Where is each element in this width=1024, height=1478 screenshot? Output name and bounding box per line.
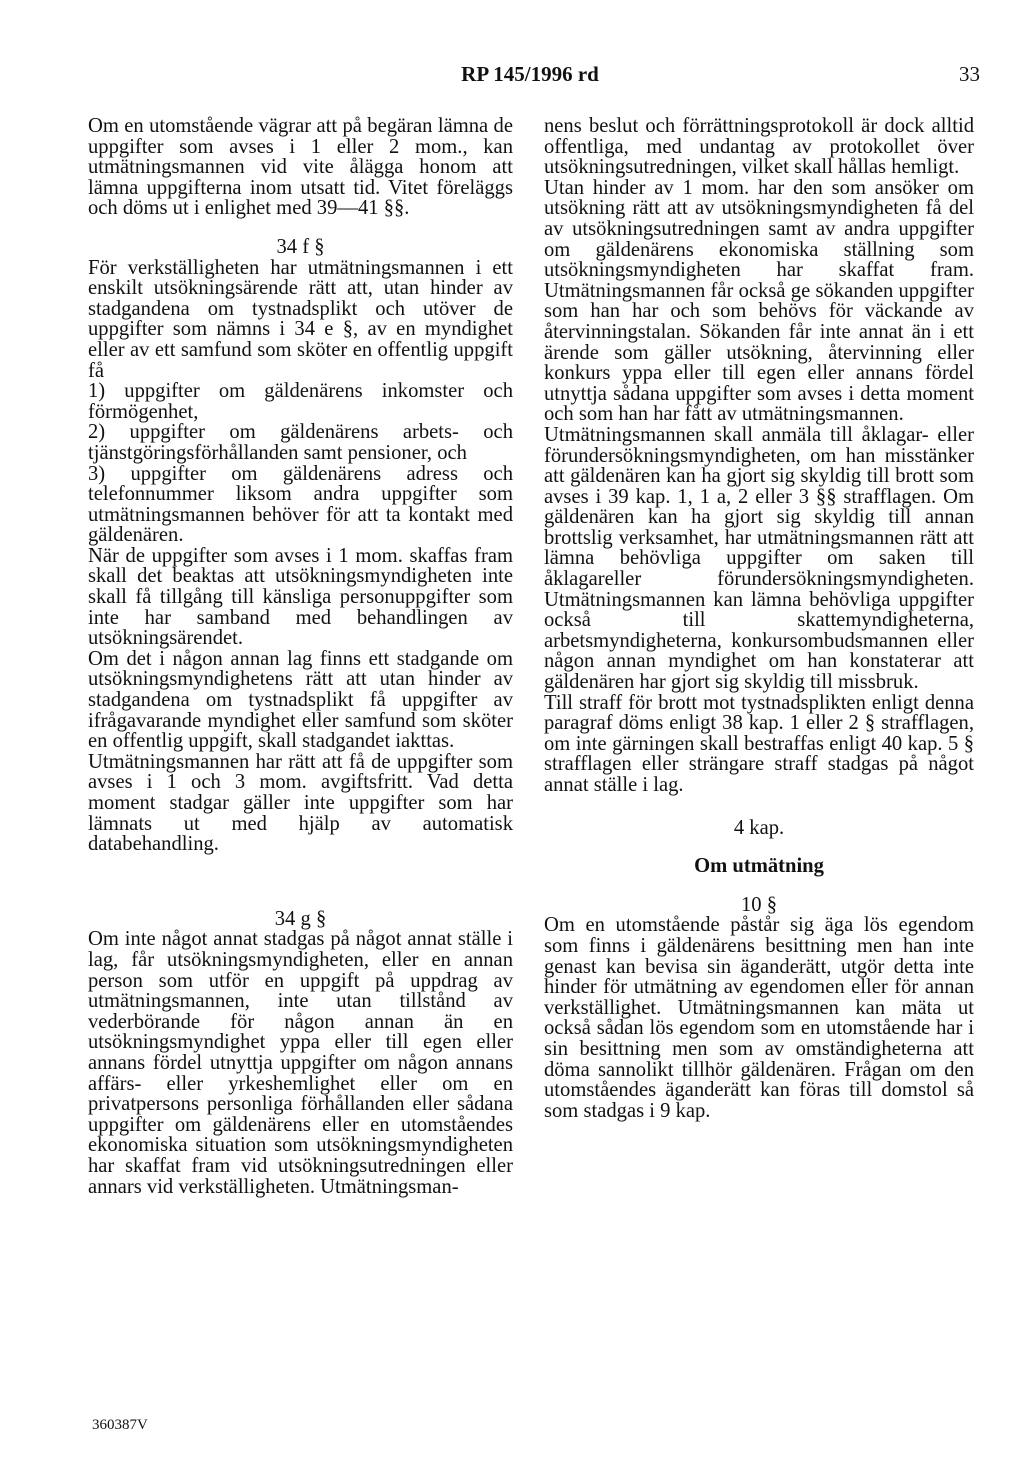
chapter-number: 4 kap. — [733, 816, 785, 839]
list-item: 3) uppgifter om gäldenärens adress och telefonnummer liksom andra uppgifter som utmätningsmannen behöver för att ta kontakt med gäldenären. — [88, 462, 513, 547]
paragraph: När de uppgifter som avses i 1 mom. skaffas fram skall det beaktas att utsökningsmyndigheten inte skall få tillgång till känsliga personuppgifter som inte har samband med behandlingen av utsökningsärendet. — [88, 544, 513, 650]
document-title: RP 145/1996 rd — [461, 62, 599, 86]
section-heading-34g: 34 g § — [274, 907, 327, 930]
section-heading-10: 10 § — [740, 893, 778, 916]
paragraph: nens beslut och förrättningsprotokoll är dock alltid offentliga, med undantag av protokollet över utsökningsutredningen, vilket skall hållas hemligt. — [544, 115, 974, 179]
list-item: 2) uppgifter om gäldenärens arbets- och tjänstgöringsförhållanden samt pensioner, och — [88, 421, 513, 464]
paragraph: Utan hinder av 1 mom. har den som ansöker om utsökning rätt att av utsökningsmyndigheten få del av utsökningsutredningen samt av andra uppgifter om gäldenärens ekonomiska ställning som utsökningsmyndigheten har skaffat fram. Utmätningsmannen får också ge sökanden uppgifter som han har och som behövs för väckande av återvinningstalan. Sökanden får inte annat än i ett ärende som gäller utsökning, återvinning eller konkurs yppa eller till egen eller annans fördel utnyttja sådana uppgifter som avses i detta moment och som han har fått av utmätningsmannen. — [544, 176, 974, 426]
paragraph: Utmätningsmannen har rätt att få de uppgifter som avses i 1 och 3 mom. avgiftsfritt. Vad detta moment stadgar gäller inte uppgifter som har lämnats ut med hjälp av automatisk databehandling. — [88, 750, 513, 856]
left-column — [88, 116, 513, 1197]
paragraph: Om en utomstående påstår sig äga lös egendom som finns i gäldenärens besittning men han inte genast kan bevisa sin äganderätt, utgör detta inte hinder för utmätning av egendomen eller för annan verkställighet. Utmätningsmannen kan mäta ut också sådan lös egendom som en utomstående har i sin besittning men som av omständigheterna att döma sannolikt tillhör gäldenären. Frågan om den utomståendes äganderätt kan föras till domstol så som stadgas i 9 kap. — [544, 914, 974, 1122]
paragraph: Om inte något annat stadgas på något annat ställe i lag, får utsökningsmyndigheten, eller en annan person som utför en uppgift på uppdrag av utmätningsmannen, inte utan tillstånd av vederbörande för någon annan än en utsökningsmyndighet yppa eller till egen eller annans fördel utnyttja uppgifter om någon annans affärs- eller yrkeshemlighet eller om en privatpersons personliga förhållanden eller sådana uppgifter om gäldenärens eller en utomståendes ekonomiska situation som utsökningsmyndigheten har skaffat fram vid utsökningsutredningen eller annars vid verkställigheten. Utmätningsman- — [88, 928, 513, 1198]
page-header — [80, 62, 980, 92]
footer-code: 360387V — [92, 1417, 148, 1433]
paragraph: Om en utomstående vägrar att på begäran lämna de uppgifter som avses i 1 eller 2 mom., kan utmätningsmannen vid vite ålägga honom att lämna uppgifterna inom utsatt tid. Vitet föreläggs och döms ut i enlighet med 39—41 §§. — [88, 115, 513, 220]
list-item: 1) uppgifter om gäldenärens inkomster och förmögenhet, — [88, 380, 513, 423]
right-column — [544, 116, 974, 1121]
chapter-title: Om utmätning — [694, 855, 824, 878]
page-number: 33 — [959, 62, 980, 86]
paragraph: Om det i någon annan lag finns ett stadgande om utsökningsmyndighetens rätt att utan hinder av stadgandena om tystnadsplikt få uppgifter av ifrågavarande myndighet eller samfund som sköter en offentlig uppgift, skall stadgandet iakttas. — [88, 647, 513, 753]
paragraph: Till straff för brott mot tystnadsplikten enligt denna paragraf döms enligt 38 kap. 1 eller 2 § strafflagen, om inte gärningen skall bestraffas enligt 40 kap. 5 § strafflagen eller strängare straff stadgas på något annat ställe i lag. — [544, 691, 974, 796]
section-heading-34f: 34 f § — [276, 235, 325, 258]
paragraph: För verkställigheten har utmätningsmannen i ett enskilt utsökningsärende rätt att, utan hinder av stadgandena om tystnadsplikt och utöver de uppgifter som nämns i 34 e §, av en myndighet eller av ett samfund som sköter en offentlig uppgift få — [88, 256, 513, 382]
paragraph: Utmätningsmannen skall anmäla till åklagar- eller förundersökningsmyndigheten, om han misstänker att gäldenären kan ha gjort sig skyldig till brott som avses i 39 kap. 1, 1 a, 2 eller 3 §§ strafflagen. Om gäldenären kan ha gjort sig skyldig till annan brottslig verksamhet, har utmätningsmannen rätt att lämna behövliga uppgifter om saken till åklagareller förundersökningsmyndigheten. Utmätningsmannen kan lämna behövliga uppgifter också till skattemyndigheterna, arbetsmyndigheterna, konkursombudsmannen eller någon annan myndighet om han konstaterar att gäldenären har gjort sig skyldig till missbruk. — [544, 423, 974, 694]
